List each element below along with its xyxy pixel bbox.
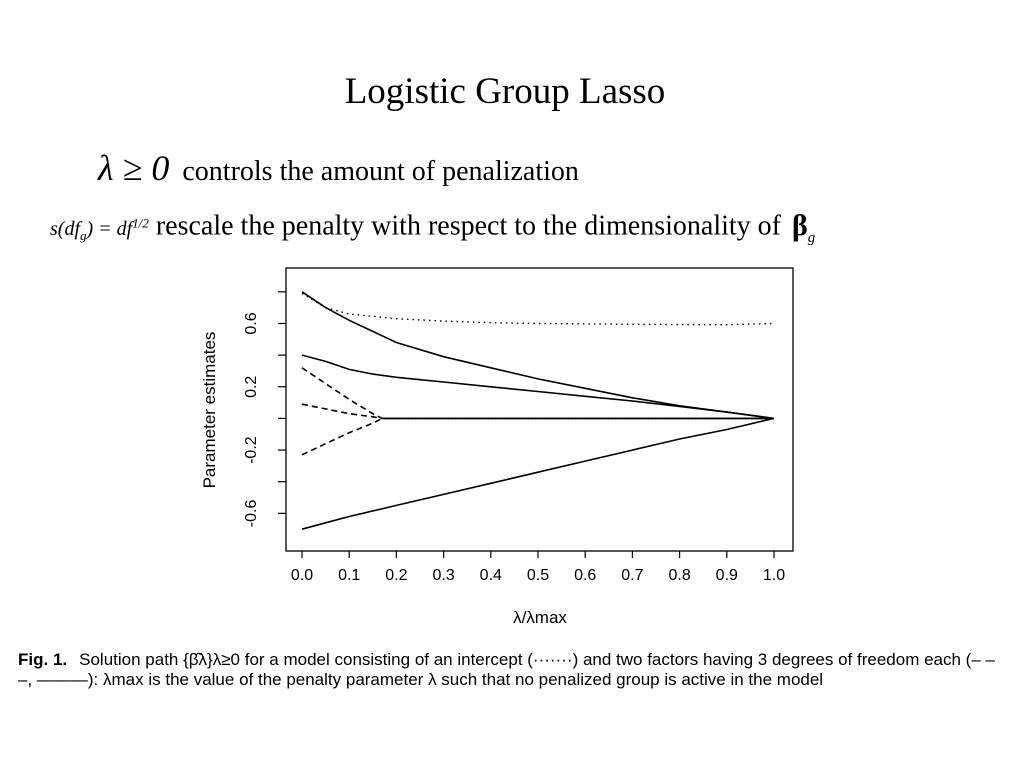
bullet-rescale [50,203,815,258]
x-tick-label: 1.0 [762,567,786,584]
y-tick-label: 0.2 [242,375,260,398]
series-dashed-7 [302,418,774,454]
plot-frame [286,268,793,551]
caption-text: Solution path {β̂λ}λ≥0 for a model consisting of an intercept (·······) and two factors having 3 degrees of freedom each (– – –, ———): λmax is the value of the penalty parameter λ such that no penalized group is active in the model [18,650,995,689]
x-tick-label: 0.8 [668,567,691,584]
series-solid-3 [302,355,774,418]
bullet-rescale-text: rescale the penalty with respect to the dimensionality of [155,210,781,242]
axis-layer [243,292,785,584]
series-solid-2 [302,292,774,419]
x-tick-label: 0.1 [338,567,361,584]
beta-g-math: $\beta_g$ [791,208,816,246]
series-solid-4 [302,418,774,529]
x-tick-label: 0.9 [715,567,738,584]
figure-caption [18,650,1008,690]
y-tick-label: -0.6 [242,499,260,528]
x-tick-label: 0.0 [290,567,314,584]
x-axis-label: λ/λmax [513,608,567,627]
rescale-math: $s(df_g) = df^{1/2}$ [50,215,149,243]
series-dotted-1 [302,293,774,324]
bullet-lambda [98,148,579,192]
y-tick-label: -0.2 [242,436,260,464]
bullet-lambda-text: controls the amount of penalization [182,156,579,187]
x-tick-label: 0.4 [479,567,502,584]
lambda-math: λ ≥ 0 [98,148,170,188]
x-tick-label: 0.6 [574,567,597,584]
y-axis-label: Parameter estimates [200,331,219,489]
solution-path-chart [190,258,800,638]
caption-label: Fig. 1. [18,650,68,669]
x-tick-label: 0.3 [432,567,455,584]
x-tick-label: 0.5 [526,567,550,584]
series-layer [302,292,774,529]
chart-svg [190,258,800,638]
x-tick-label: 0.7 [621,567,644,584]
series-dashed-5 [302,368,774,419]
y-tick-label: 0.6 [242,312,260,335]
x-tick-label: 0.2 [385,567,408,584]
slide-title: Logistic Group Lasso [344,71,666,112]
series-dashed-6 [302,404,774,418]
